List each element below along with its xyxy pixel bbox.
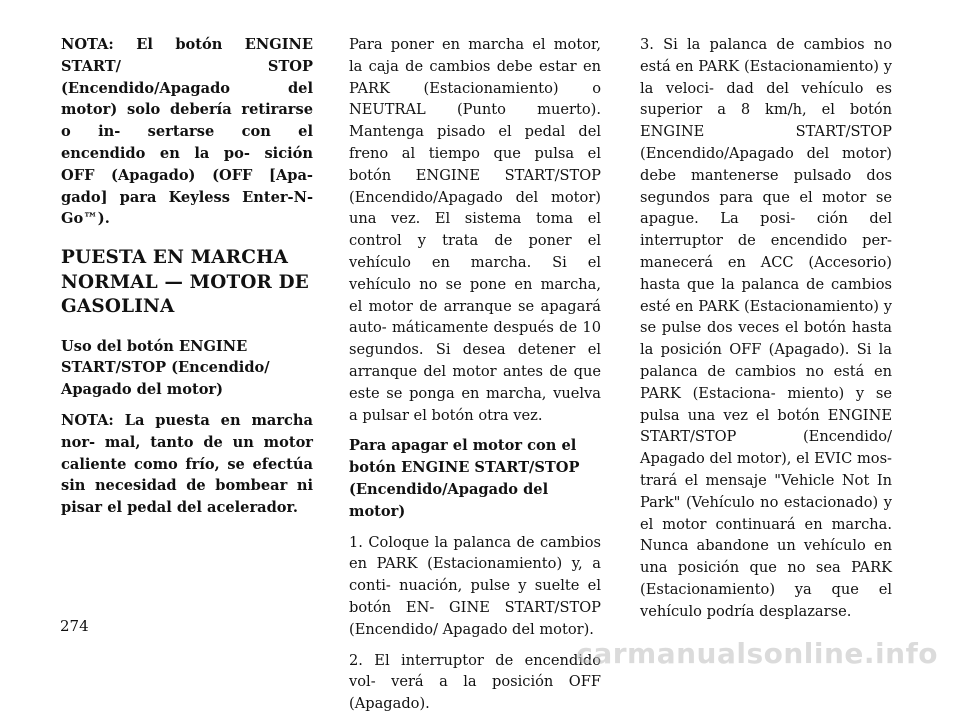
watermark: carmanualsonline.info — [576, 637, 938, 670]
column-right — [640, 34, 892, 632]
step-1: 1. Coloque la palanca de cambios en PARK (Estacionamiento) y, a conti- nuación, pulse y suelte el botón EN- GINE START/STOP (Encendido/ Apagado del motor). — [349, 533, 601, 638]
note-engine-button: NOTA: El botón ENGINE START/ STOP (Encendido/Apagado del motor) solo debería retirarse o in- sertarse con el encendido en la po- sición OFF (Apagado) (OFF [Apa- gado] para Keyless Enter-N-Go™). — [61, 36, 313, 228]
subheading-start-button: Uso del botón ENGINE START/STOP (Encendido/ Apagado del motor) — [61, 337, 270, 399]
page-number: 274 — [60, 617, 89, 635]
section-title: PUESTA EN MARCHA NORMAL — MOTOR DE GASOLINA — [61, 247, 310, 318]
subheading-stop-engine: Para apagar el motor con el botón ENGINE START/STOP (Encendido/Apagado del motor) — [349, 437, 580, 520]
column-middle — [349, 34, 601, 724]
step-2: 2. El interruptor de encendido vol- verá a la posición OFF (Apagado). — [349, 651, 601, 713]
step-3: 3. Si la palanca de cambios no está en PARK (Estacionamiento) y la veloci- dad del vehículo es superior a 8 km/h, el botón ENGINE START/STOP (Encendido/Apagado del motor) debe mantenerse pulsado dos segundos para que el motor se apague. La posi- ción del interruptor de encendido per- manecerá en ACC (Accesorio) hasta que la palanca de cambios esté en PARK (Estacionamiento) y se pulse dos veces el botón hasta la posición OFF (Apagado). Si la palanca de cambios no está en PARK (Estaciona- miento) y se pulsa una vez el botón ENGINE START/STOP (Encendido/ Apagado del motor), el EVIC mos- trará el mensaje "Vehicle Not In Park" (Vehículo no estacionado) y el motor continuará en marcha. Nunca abandone un vehículo en una posición que no sea PARK (Estacionamiento) ya que el vehículo podría desplazarse. — [640, 36, 892, 620]
paragraph-start-procedure: Para poner en marcha el motor, la caja de cambios debe estar en PARK (Estacionamiento) o NEUTRAL (Punto muerto). Mantenga pisado el pedal del freno al tiempo que pulsa el botón ENGINE START/STOP (Encendido/Apagado del motor) una vez. El sistema toma el control y trata de poner el vehículo en marcha. Si el vehículo no se pone en marcha, el motor de arranque se apagará auto- máticamente después de 10 segundos. Si desea detener el arranque del motor antes de que este se ponga en marcha, vuelva a pulsar el botón otra vez. — [349, 36, 601, 424]
column-left — [61, 34, 313, 528]
note-normal-start: NOTA: La puesta en marcha nor- mal, tanto de un motor caliente como frío, se efectúa sin necesidad de bombear ni pisar el pedal del acelerador. — [61, 412, 313, 517]
